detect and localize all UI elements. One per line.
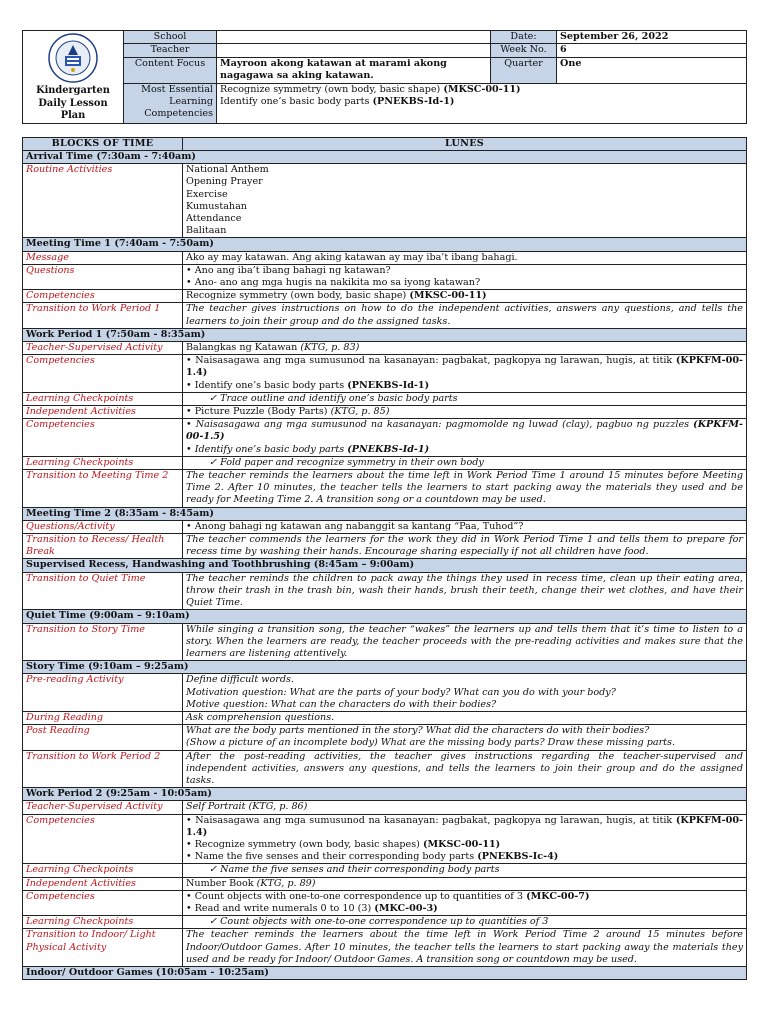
section-story-time: Story Time (9:10am – 9:25am) xyxy=(23,661,747,674)
tsa-label: Teacher-Supervised Activity xyxy=(23,342,183,355)
tsa-text: Self Portrait (KTG, p. 86) xyxy=(183,801,747,814)
pre-reading-list: Define difficult words. Motivation question: What are the parts of your body? What can you do with your body? Motive question: What can the characters do with their bodies? xyxy=(183,674,747,712)
section-arrival: Arrival Time (7:30am - 7:40am) xyxy=(23,150,747,163)
competency-list: • Count objects with one-to-one correspondence up to quantities of 3 (MKC-00-7) • Read and write numerals 0 to 10 (3) (MKC-00-3) xyxy=(183,890,747,915)
checkpoints-label: Learning Checkpoints xyxy=(23,456,183,469)
section-work-period-1: Work Period 1 (7:50am - 8:35am) xyxy=(23,328,747,341)
message-text: Ako ay may katawan. Ang aking katawan ay may iba’t ibang bahagi. xyxy=(183,251,747,264)
week-value: 6 xyxy=(557,44,747,57)
plan-title: Kindergarten Daily Lesson Plan xyxy=(36,85,110,122)
competencies-label: Competencies xyxy=(23,419,183,457)
transition-text: After the post-reading activities, the teacher gives instructions regarding the teacher-supervised and independent activities, answers any questions, and tells the learners to join their group and do the assigned tasks. xyxy=(183,750,747,788)
section-recess: Supervised Recess, Handwashing and Toothbrushing (8:45am – 9:00am) xyxy=(23,559,747,572)
transition-label: Transition to Work Period 2 xyxy=(23,750,183,788)
competencies-label: Competencies xyxy=(23,355,183,393)
tsa-label: Teacher-Supervised Activity xyxy=(23,801,183,814)
competency-text: Recognize symmetry (own body, basic shape) (MKSC-00-11) xyxy=(183,290,747,303)
checkpoints-label: Learning Checkpoints xyxy=(23,916,183,929)
message-label: Message xyxy=(23,251,183,264)
col-lunes: LUNES xyxy=(183,137,747,150)
checkpoints-label: Learning Checkpoints xyxy=(23,864,183,877)
checkpoint-item: ✓ Trace outline and identify one’s basic body parts xyxy=(183,392,747,405)
questions-label: Questions xyxy=(23,264,183,289)
transition-text: The teacher reminds the learners about the time left in Work Period Time 2 around 15 minutes before Indoor/Outdoor Games. After 10 minutes, the teacher tells the learners to start packing away the materials they used and be ready for Indoor/ Outdoor Games. A transition song or countdown may be used. xyxy=(183,929,747,967)
header-table xyxy=(22,30,747,124)
questions-list: • Ano ang iba’t ibang bahagi ng katawan? • Ano- ano ang mga hugis na nakikita mo sa iyong katawan? xyxy=(183,264,747,289)
quarter-label: Quarter xyxy=(491,57,557,83)
independent-text: Number Book (KTG, p. 89) xyxy=(183,877,747,890)
transition-label: Transition to Recess/ Health Break xyxy=(23,534,183,559)
checkpoint-item: ✓ Count objects with one-to-one correspondence up to quantities of 3 xyxy=(183,916,747,929)
teacher-label: Teacher xyxy=(124,44,217,57)
content-focus-value: Mayroon akong katawan at marami akong nagagawa sa aking katawan. xyxy=(217,57,491,83)
checkpoint-item: ✓ Name the five senses and their corresponding body parts xyxy=(183,864,747,877)
routine-list: National Anthem Opening Prayer Exercise Kumustahan Attendance Balitaan xyxy=(183,164,747,238)
transition-text: While singing a transition song, the teacher “wakes” the learners up and tells them that it’s time to listen to a story. When the learners are ready, the teacher proceeds with the pre-reading activities and makes sure that the learners are listening attentively. xyxy=(183,623,747,661)
content-focus-label: Content Focus xyxy=(124,57,217,83)
mec-values: Recognize symmetry (own body, basic shape) (MKSC-00-11) Identify one’s basic body parts (PNEKBS-Id-1) xyxy=(217,83,747,123)
during-reading-label: During Reading xyxy=(23,711,183,724)
checkpoint-item: ✓ Fold paper and recognize symmetry in their own body xyxy=(183,456,747,469)
post-reading-list: What are the body parts mentioned in the story? What did the characters do with their bodies? (Show a picture of an incomplete body) What are the missing body parts? Draw these missing parts. xyxy=(183,725,747,750)
pre-reading-label: Pre-reading Activity xyxy=(23,674,183,712)
competencies-label: Competencies xyxy=(23,890,183,915)
deped-seal-icon xyxy=(48,33,98,83)
transition-label: Transition to Quiet Time xyxy=(23,572,183,610)
logo-cell xyxy=(23,31,124,124)
transition-label: Transition to Work Period 1 xyxy=(23,303,183,328)
section-quiet-time: Quiet Time (9:00am – 9:10am) xyxy=(23,610,747,623)
competency-list: • Naisasagawa ang mga sumusunod na kasanayan: pagmomolde ng luwad (clay), pagbuo ng puzzles (KPKFM-00-1.5) • Identify one’s basic body parts (PNEKBS-Id-1) xyxy=(183,419,747,457)
transition-text: The teacher reminds the learners about the time left in Work Period Time 1 around 15 minutes before Meeting Time 2. After 10 minutes, the teacher tells the learners to start packing away the materials they used and be ready for Meeting Time 2. A transition song or a countdown may be used. xyxy=(183,470,747,508)
col-blocks-of-time: BLOCKS OF TIME xyxy=(23,137,183,150)
transition-text: The teacher gives instructions on how to do the independent activities, answers any questions, and tells the learners to join their group and do the assigned tasks. xyxy=(183,303,747,328)
school-label: School xyxy=(124,31,217,44)
quarter-value: One xyxy=(557,57,747,83)
mec-label: Most Essential Learning Competencies xyxy=(124,83,217,123)
teacher-value xyxy=(217,44,491,57)
lesson-plan-page xyxy=(22,30,746,980)
competencies-label: Competencies xyxy=(23,814,183,864)
independent-label: Independent Activities xyxy=(23,406,183,419)
questions-activity-text: • Anong bahagi ng katawan ang nabanggit sa kantang “Paa, Tuhod”? xyxy=(183,520,747,533)
transition-label: Transition to Story Time xyxy=(23,623,183,661)
questions-activity-label: Questions/Activity xyxy=(23,520,183,533)
week-label: Week No. xyxy=(491,44,557,57)
transition-label: Transition to Meeting Time 2 xyxy=(23,470,183,508)
checkpoints-label: Learning Checkpoints xyxy=(23,392,183,405)
school-value xyxy=(217,31,491,44)
competency-list: • Naisasagawa ang mga sumusunod na kasanayan: pagbakat, pagkopya ng larawan, hugis, at titik (KPKFM-00-1.4) • Recognize symmetry (own body, basic shapes) (MKSC-00-11) • Name the five senses and their corresponding body parts (PNEKBS-Ic-4) xyxy=(183,814,747,864)
independent-label: Independent Activities xyxy=(23,877,183,890)
schedule-table xyxy=(22,137,747,980)
section-work-period-2: Work Period 2 (9:25am - 10:05am) xyxy=(23,788,747,801)
date-label: Date: xyxy=(491,31,557,44)
tsa-text: Balangkas ng Katawan (KTG, p. 83) xyxy=(183,342,747,355)
date-value: September 26, 2022 xyxy=(557,31,747,44)
transition-text: The teacher commends the learners for the work they did in Work Period Time 1 and tells them to prepare for recess time by washing their hands. Encourage sharing especially if not all children have food. xyxy=(183,534,747,559)
competencies-label: Competencies xyxy=(23,290,183,303)
section-meeting-1: Meeting Time 1 (7:40am - 7:50am) xyxy=(23,238,747,251)
transition-label: Transition to Indoor/ Light Physical Activity xyxy=(23,929,183,967)
competency-list: • Naisasagawa ang mga sumusunod na kasanayan: pagbakat, pagkopya ng larawan, hugis, at titik (KPKFM-00-1.4) • Identify one’s basic body parts (PNEKBS-Id-1) xyxy=(183,355,747,393)
post-reading-label: Post Reading xyxy=(23,725,183,750)
during-reading-text: Ask comprehension questions. xyxy=(183,711,747,724)
transition-text: The teacher reminds the children to pack away the things they used in recess time, clean up their eating area, throw their trash in the trash bin, wash their hands, brush their teeth, change their wet clothes, and have their Quiet Time. xyxy=(183,572,747,610)
routine-label: Routine Activities xyxy=(23,164,183,238)
section-meeting-2: Meeting Time 2 (8:35am - 8:45am) xyxy=(23,507,747,520)
independent-text: • Picture Puzzle (Body Parts) (KTG, p. 85) xyxy=(183,406,747,419)
section-indoor-outdoor-games: Indoor/ Outdoor Games (10:05am - 10:25am) xyxy=(23,966,747,979)
